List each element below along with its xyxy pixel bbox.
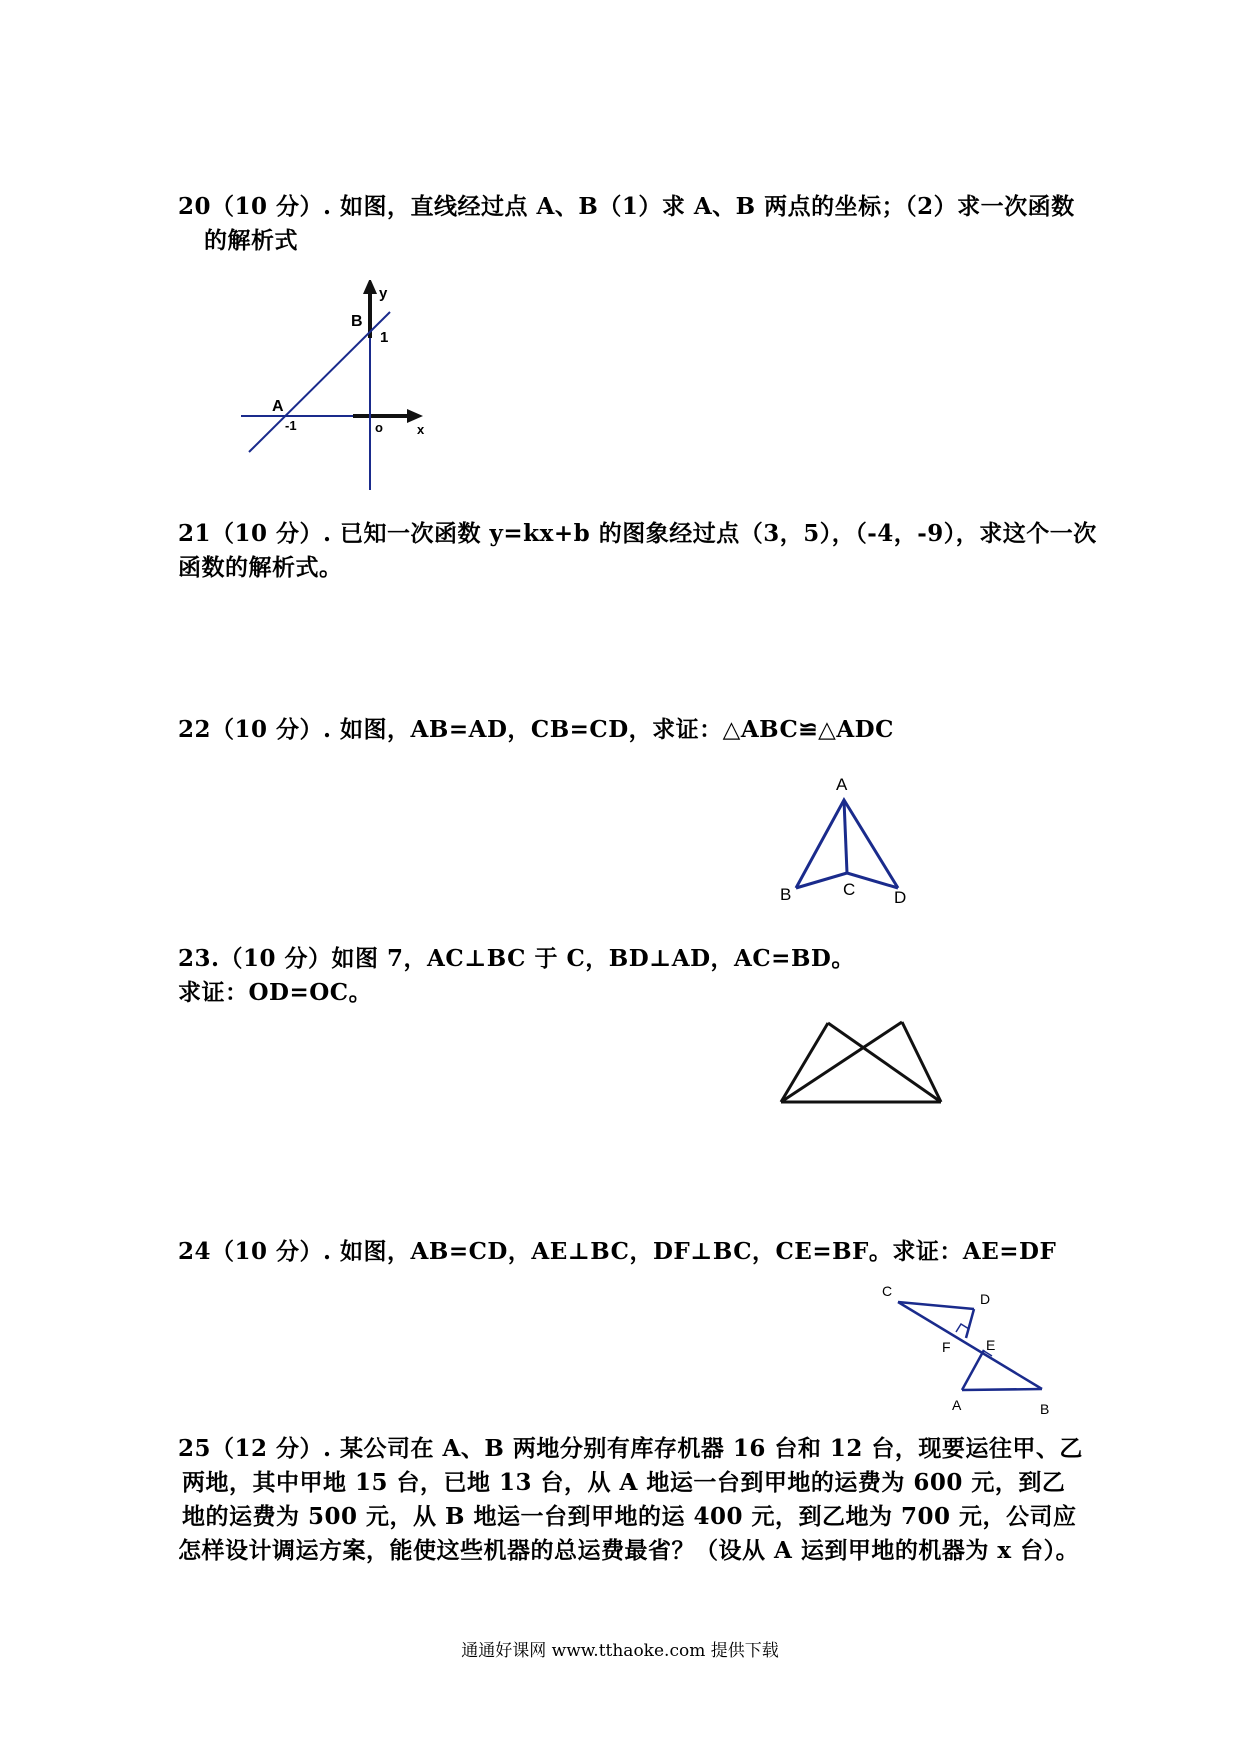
question-25-line-1: 25（12 分）. 某公司在 A、B 两地分别有库存机器 16 台和 12 台，现要运往甲、乙 — [178, 1435, 1083, 1462]
point-f-label: F — [942, 1339, 951, 1355]
figure-23-crossed-triangles — [775, 1010, 955, 1110]
point-c-label: C — [882, 1283, 893, 1299]
question-24 — [178, 1235, 1078, 1269]
question-25-line-3: 地的运费为 500 元，从 B 地运一台到甲地的运 400 元，到乙地为 700 元，公司应 — [182, 1503, 1077, 1530]
question-23-line-2: 求证：OD=OC。 — [178, 979, 373, 1006]
figure-20-coordinate-graph — [235, 280, 435, 500]
question-24-line-1: 24（10 分）. 如图，AB=CD，AE⊥BC，DF⊥BC，CE=BF。求证：AE=DF — [178, 1238, 1057, 1265]
question-21-line-1: 21（10 分）. 已知一次函数 y=kx+b 的图象经过点（3，5），（-4，-9），求这个一次 — [178, 520, 1097, 547]
tick-neg1-label: -1 — [285, 418, 297, 433]
figure-24-triangles — [870, 1280, 1060, 1420]
question-20-line-2: 的解析式 — [204, 227, 298, 254]
point-a-label: A — [952, 1397, 962, 1413]
question-23-line-1: 23.（10 分）如图 7，AC⊥BC 于 C，BD⊥AD，AC=BD。 — [178, 945, 855, 972]
y-axis-label: y — [379, 285, 388, 302]
point-e-label: E — [986, 1337, 996, 1353]
question-23 — [178, 942, 1078, 1010]
point-b-label: B — [1040, 1401, 1050, 1417]
figure-22-triangles — [770, 770, 920, 910]
point-a-label: A — [272, 398, 284, 415]
point-a-label: A — [836, 775, 848, 794]
tick-1-label: 1 — [380, 329, 389, 346]
point-b-label: B — [780, 885, 792, 904]
question-25-line-2: 两地，其中甲地 15 台，已地 13 台，从 A 地运一台到甲地的运费为 600 元，到乙 — [182, 1469, 1066, 1496]
x-axis-label: x — [417, 422, 425, 437]
question-22-line-1: 22（10 分）. 如图，AB=AD，CB=CD，求证：△ABC≌△ADC — [178, 716, 894, 743]
question-21 — [178, 517, 1097, 585]
question-25-line-4: 怎样设计调运方案，能使这些机器的总运费最省？（设从 A 运到甲地的机器为 x 台）。 — [178, 1537, 1080, 1564]
page-footer: 通通好课网 www.tthaoke.com 提供下载 — [461, 1641, 779, 1661]
question-22 — [178, 713, 1078, 747]
point-c-label: C — [843, 880, 856, 899]
point-b-label: B — [351, 313, 363, 330]
point-d-label: D — [894, 888, 907, 907]
question-21-line-2: 函数的解析式。 — [178, 554, 343, 581]
question-20-line-1: 20（10 分）. 如图，直线经过点 A、B（1）求 A、B 两点的坐标；（2）求一次函数 — [178, 193, 1075, 220]
point-d-label: D — [980, 1291, 991, 1307]
origin-label: o — [375, 420, 383, 435]
question-25 — [178, 1432, 1083, 1568]
question-20 — [178, 190, 1078, 258]
